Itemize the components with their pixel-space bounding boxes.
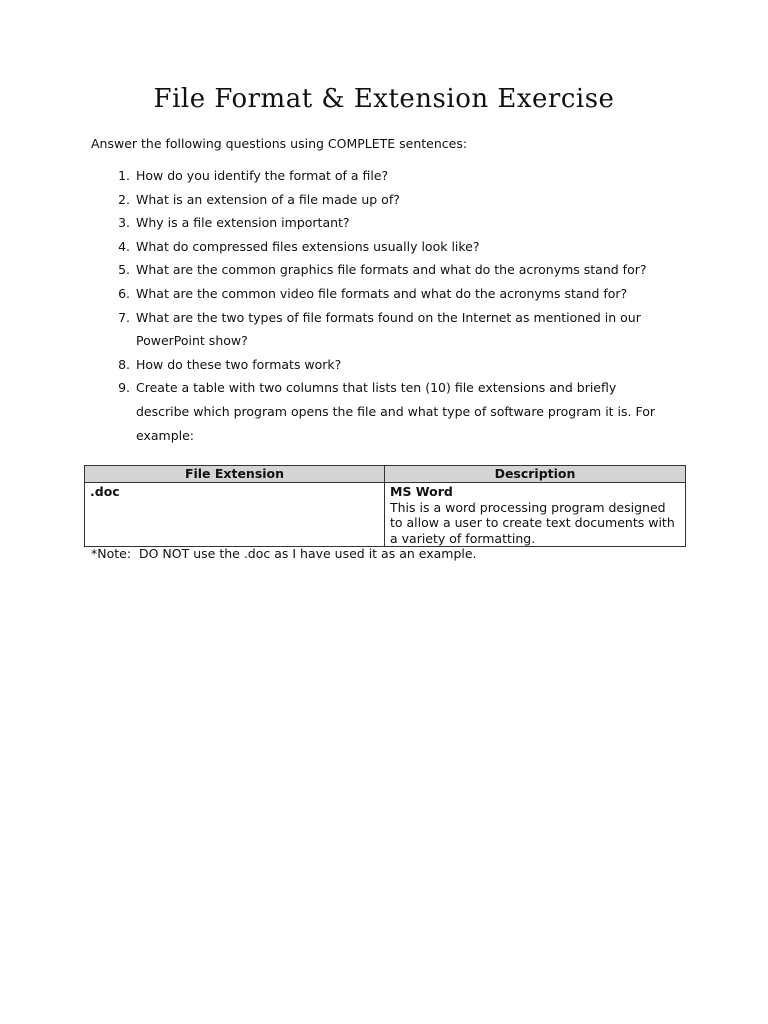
question-text: What are the two types of file formats found on the Internet as mentioned in our PowerPoint show? [136, 309, 641, 349]
question-text: How do you identify the format of a file? [136, 168, 389, 183]
cell-extension: .doc [85, 483, 385, 547]
question-text: How do these two formats work? [136, 356, 342, 372]
table-header-row [85, 466, 686, 483]
cell-description [385, 483, 686, 547]
instructions: Answer the following questions using COMPLETE sentences: [91, 136, 468, 151]
item-number: 7. [118, 309, 130, 325]
table-row [85, 483, 686, 547]
example-table [84, 465, 686, 547]
item-number: 6. [118, 285, 130, 301]
item-number: 1. [118, 168, 130, 183]
item-number: 4. [118, 238, 130, 254]
question-text: What do compressed files extensions usually look like? [136, 238, 480, 254]
column-header-description: Description [385, 466, 686, 483]
page-title: File Format & Extension Exercise [153, 84, 615, 114]
list-item [110, 211, 670, 235]
question-text: What is an extension of a file made up of? [136, 191, 400, 207]
question-list [110, 164, 670, 447]
item-number: 5. [118, 262, 130, 278]
question-text: What are the common video file formats and what do the acronyms stand for? [136, 285, 628, 301]
list-item [110, 282, 670, 306]
list-item [110, 164, 670, 188]
item-number: 8. [118, 356, 130, 372]
list-item [110, 235, 670, 259]
program-name: MS Word [390, 484, 453, 499]
list-item [110, 188, 670, 212]
list-item [110, 306, 670, 353]
question-text: Create a table with two columns that lists ten (10) file extensions and briefly describe which program opens the file and what type of software program it is. For example: [136, 380, 656, 443]
note-text: *Note: DO NOT use the .doc as I have used it as an example. [91, 546, 477, 561]
program-description: This is a word processing program designed to allow a user to create text documents with a variety of formatting. [390, 499, 675, 546]
list-item [110, 258, 670, 282]
item-number: 9. [118, 380, 130, 396]
question-text: What are the common graphics file formats and what do the acronyms stand for? [136, 262, 647, 278]
column-header-file-extension: File Extension [85, 466, 385, 483]
item-number: 2. [118, 191, 130, 207]
list-item [110, 353, 670, 377]
question-text: Why is a file extension important? [136, 215, 350, 231]
list-item [110, 376, 670, 447]
item-number: 3. [118, 215, 130, 231]
